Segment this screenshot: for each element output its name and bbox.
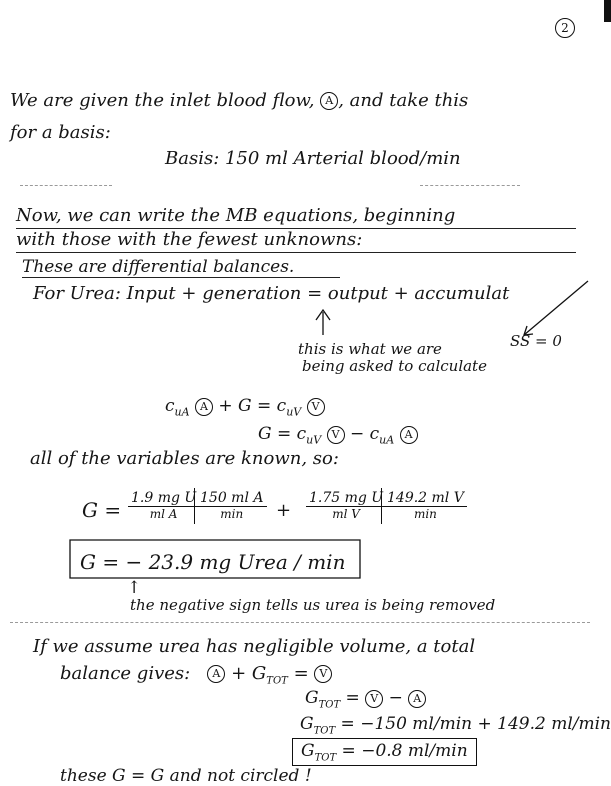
gtot-difference: $G_{TOT} = V - A$	[305, 688, 426, 710]
line-differential: These are differential balances.	[22, 257, 295, 277]
fraction-flow-a: 150 ml A min	[197, 490, 267, 521]
gtot-result: $G_{TOT} = -0.8$ ml/min	[292, 738, 477, 766]
line-urea-balance: For Urea: Input + generation = output + accumulat	[33, 283, 510, 304]
gtot-substitution: $G_{TOT} = -150$ ml/min + 149.2 ml/min	[300, 714, 611, 737]
unit-bar	[194, 488, 195, 524]
basis-statement: Basis: 150 ml Arterial blood/min	[165, 148, 461, 169]
equation-balance-2: $G = c_{uV}$ $V - c_{uA}$ A	[258, 424, 418, 446]
line-basis-intro: for a basis:	[10, 122, 111, 143]
page-number: 2	[555, 18, 575, 38]
unit-bar	[381, 488, 382, 524]
line-variables-known: all of the variables are known, so:	[30, 448, 339, 469]
arrow-shaft	[524, 281, 588, 335]
negative-sign-note: the negative sign tells us urea is being removed	[130, 596, 496, 614]
g-label: G =	[82, 498, 122, 522]
fraction-conc-a: $\frac{\text{1.9 mg U}}{\text{ml A}}$	[128, 490, 199, 521]
line-mb-equations: Now, we can write the MB equations, beginning	[16, 205, 456, 226]
total-balance-equation: balance gives: $A + G_{TOT} = V$	[60, 663, 332, 687]
fraction-flow-v: 149.2 ml V min	[384, 490, 467, 521]
equation-balance-1: $c_{uA}$ $A + G = c_{uV}$ V	[165, 396, 325, 418]
line-inlet-flow: We are given the inlet blood flow, A , and take this	[10, 90, 469, 111]
line-final-note: these G = G and not circled !	[60, 766, 312, 786]
fraction-conc-v: $\frac{\text{1.75 mg U}}{\text{ml V}}$	[306, 490, 386, 521]
result-arrow: ↑	[127, 578, 142, 598]
note-asked: this is what we are	[298, 340, 442, 358]
steady-state-note: SS = 0	[510, 332, 562, 350]
result-urea-generation: G = − 23.9 mg Urea / min	[80, 550, 346, 574]
line-total-balance: If we assume urea has negligible volume, a total	[33, 636, 476, 657]
line-fewest-unknowns: with those with the fewest unknowns:	[16, 229, 363, 250]
note-calculate: being asked to calculate	[302, 357, 487, 375]
plus-sign: +	[276, 500, 292, 521]
separator	[10, 622, 590, 623]
